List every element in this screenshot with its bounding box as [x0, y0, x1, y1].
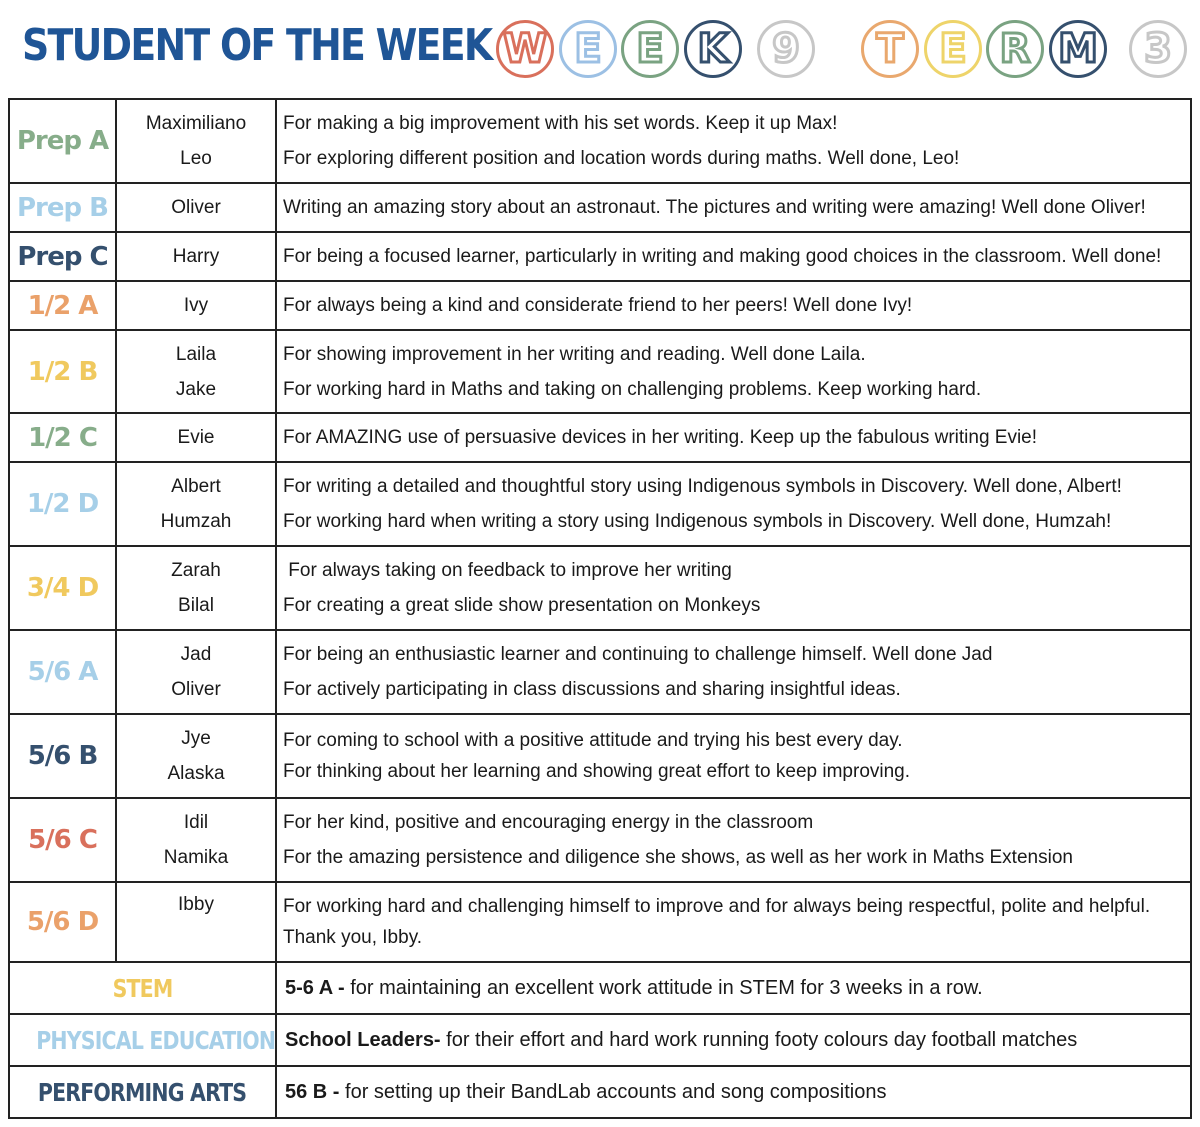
student-name: Humzah: [160, 511, 232, 532]
table-row: [9, 630, 1191, 714]
student-name: Jake: [175, 378, 217, 400]
week-letter-bubble: E: [559, 20, 617, 78]
term-letter-bubble: M: [1049, 20, 1107, 78]
student-name: Maximiliano: [145, 113, 247, 134]
student-name: Oliver: [171, 679, 221, 700]
student-name: Leo: [180, 148, 212, 169]
table-row: [9, 798, 1191, 882]
award-note: For making a big improvement with his set words. Keep it up Max!: [283, 113, 838, 134]
table-row: [9, 546, 1191, 630]
subject-label: [9, 1066, 276, 1118]
student-name: Laila: [175, 343, 217, 365]
student-names: [116, 714, 276, 798]
class-label: 5/6 A: [9, 630, 116, 714]
table-row: [9, 183, 1191, 232]
award-note: For always taking on feedback to improve her writing: [283, 560, 732, 581]
student-names: [116, 281, 276, 330]
class-label: 1/2 B: [9, 330, 116, 413]
award-notes: [276, 232, 1191, 281]
table-row: [9, 1066, 1191, 1118]
award-note: For exploring different position and location words during maths. Well done, Leo!: [283, 148, 960, 169]
class-label: 1/2 C: [9, 413, 116, 462]
class-label: 5/6 C: [9, 798, 116, 882]
award-note: For coming to school with a positive attitude and trying his best every day.: [283, 730, 903, 751]
table-row: [9, 232, 1191, 281]
student-names: [116, 232, 276, 281]
subject-text: STEM: [112, 973, 173, 1003]
student-name: Oliver: [171, 197, 221, 218]
student-name: Jye: [181, 728, 211, 749]
award-reason: for their effort and hard work running footy colours day football matches: [446, 1028, 1078, 1051]
award-note: For being an enthusiastic learner and continuing to challenge himself. Well done Jad: [283, 644, 993, 665]
week-number-bubble: 9: [757, 20, 815, 78]
class-label: Prep B: [9, 183, 116, 232]
award-note: For being a focused learner, particularly in writing and making good choices in the classroom. Well done!: [283, 246, 1162, 267]
award-notes: [276, 546, 1191, 630]
student-names: [116, 413, 276, 462]
award-notes: [276, 281, 1191, 330]
award-recipient: 56 B -: [285, 1080, 346, 1103]
class-label: 5/6 D: [9, 882, 116, 962]
award-note: For the amazing persistence and diligence she shows, as well as her work in Maths Extension: [283, 847, 1073, 868]
student-name: Idil: [183, 812, 209, 833]
award-note: For thinking about her learning and showing great effort to keep improving.: [283, 761, 911, 782]
class-label: 3/4 D: [9, 546, 116, 630]
award-notes: [276, 183, 1191, 232]
subject-award: [276, 1014, 1191, 1066]
term-letter-bubble: R: [986, 20, 1044, 78]
student-names: [116, 630, 276, 714]
student-name: Alaska: [167, 763, 225, 784]
subject-label: [9, 962, 276, 1014]
table-row: [9, 281, 1191, 330]
award-note: For actively participating in class discussions and sharing insightful ideas.: [283, 679, 901, 700]
award-notes: [276, 714, 1191, 798]
class-label: 5/6 B: [9, 714, 116, 798]
award-note: For working hard in Maths and taking on challenging problems. Keep working hard.: [283, 378, 982, 400]
award-reason: for maintaining an excellent work attitude in STEM for 3 weeks in a row.: [350, 976, 983, 999]
subject-award: [276, 1066, 1191, 1118]
subject-text: PHYSICAL EDUCATION: [36, 1025, 276, 1055]
student-names: [116, 462, 276, 546]
award-note: For showing improvement in her writing and reading. Well done Laila.: [283, 343, 866, 365]
student-name: Zarah: [171, 560, 221, 581]
student-name: Jad: [180, 644, 212, 665]
award-note: For working hard and challenging himself to improve and for always being respectful, polite and helpful. Thank you, Ibby.: [283, 896, 1151, 948]
subject-label: [9, 1014, 276, 1066]
page-title: STUDENT OF THE WEEK: [22, 20, 492, 71]
table-row: [9, 1014, 1191, 1066]
awards-table: [8, 98, 1192, 1119]
class-label: Prep A: [9, 99, 116, 183]
table-row: [9, 462, 1191, 546]
week-letter-bubble: K: [684, 20, 742, 78]
table-row: [9, 714, 1191, 798]
award-notes: [276, 99, 1191, 183]
table-row: [9, 413, 1191, 462]
award-recipient: School Leaders-: [285, 1028, 447, 1051]
student-names: [116, 99, 276, 183]
award-recipient: 5-6 A -: [285, 976, 351, 999]
term-letter-bubble: T: [861, 20, 919, 78]
award-note: For AMAZING use of persuasive devices in her writing. Keep up the fabulous writing Evie!: [283, 427, 1038, 448]
table-row: [9, 330, 1191, 413]
award-notes: [276, 330, 1191, 413]
student-names: [116, 183, 276, 232]
student-name: Ivy: [183, 295, 209, 316]
award-note: For writing a detailed and thoughtful story using Indigenous symbols in Discovery. Well done, Albert!: [283, 476, 1122, 497]
student-names: [116, 546, 276, 630]
award-note: For working hard when writing a story using Indigenous symbols in Discovery. Well done, Humzah!: [283, 511, 1112, 532]
week-letter-bubble: W: [496, 20, 554, 78]
class-label: 1/2 A: [9, 281, 116, 330]
award-notes: [276, 630, 1191, 714]
header: [0, 0, 1200, 98]
student-name: Albert: [171, 476, 221, 497]
student-name: Namika: [163, 847, 229, 868]
award-notes: [276, 882, 1191, 962]
student-names: [116, 882, 276, 962]
award-reason: for setting up their BandLab accounts and song compositions: [345, 1080, 887, 1103]
term-number-bubble: 3: [1129, 20, 1187, 78]
award-notes: [276, 798, 1191, 882]
award-notes: [276, 462, 1191, 546]
student-name: Ibby: [178, 894, 214, 915]
subject-award: [276, 962, 1191, 1014]
subject-text: PERFORMING ARTS: [38, 1077, 247, 1107]
award-notes: [276, 413, 1191, 462]
table-row: [9, 99, 1191, 183]
award-note: Writing an amazing story about an astronaut. The pictures and writing were amazing! Well done Oliver!: [283, 197, 1146, 218]
award-note: For always being a kind and considerate friend to her peers! Well done Ivy!: [283, 295, 913, 316]
award-note: For creating a great slide show presentation on Monkeys: [283, 595, 761, 616]
table-row: [9, 962, 1191, 1014]
student-names: [116, 330, 276, 413]
award-note: For her kind, positive and encouraging energy in the classroom: [283, 812, 814, 833]
class-label: Prep C: [9, 232, 116, 281]
student-names: [116, 798, 276, 882]
table-row: [9, 882, 1191, 962]
student-name: Evie: [177, 427, 215, 448]
week-letter-bubble: E: [621, 20, 679, 78]
student-name: Harry: [172, 246, 220, 267]
class-label: 1/2 D: [9, 462, 116, 546]
term-letter-bubble: E: [924, 20, 982, 78]
student-name: Bilal: [178, 595, 214, 616]
